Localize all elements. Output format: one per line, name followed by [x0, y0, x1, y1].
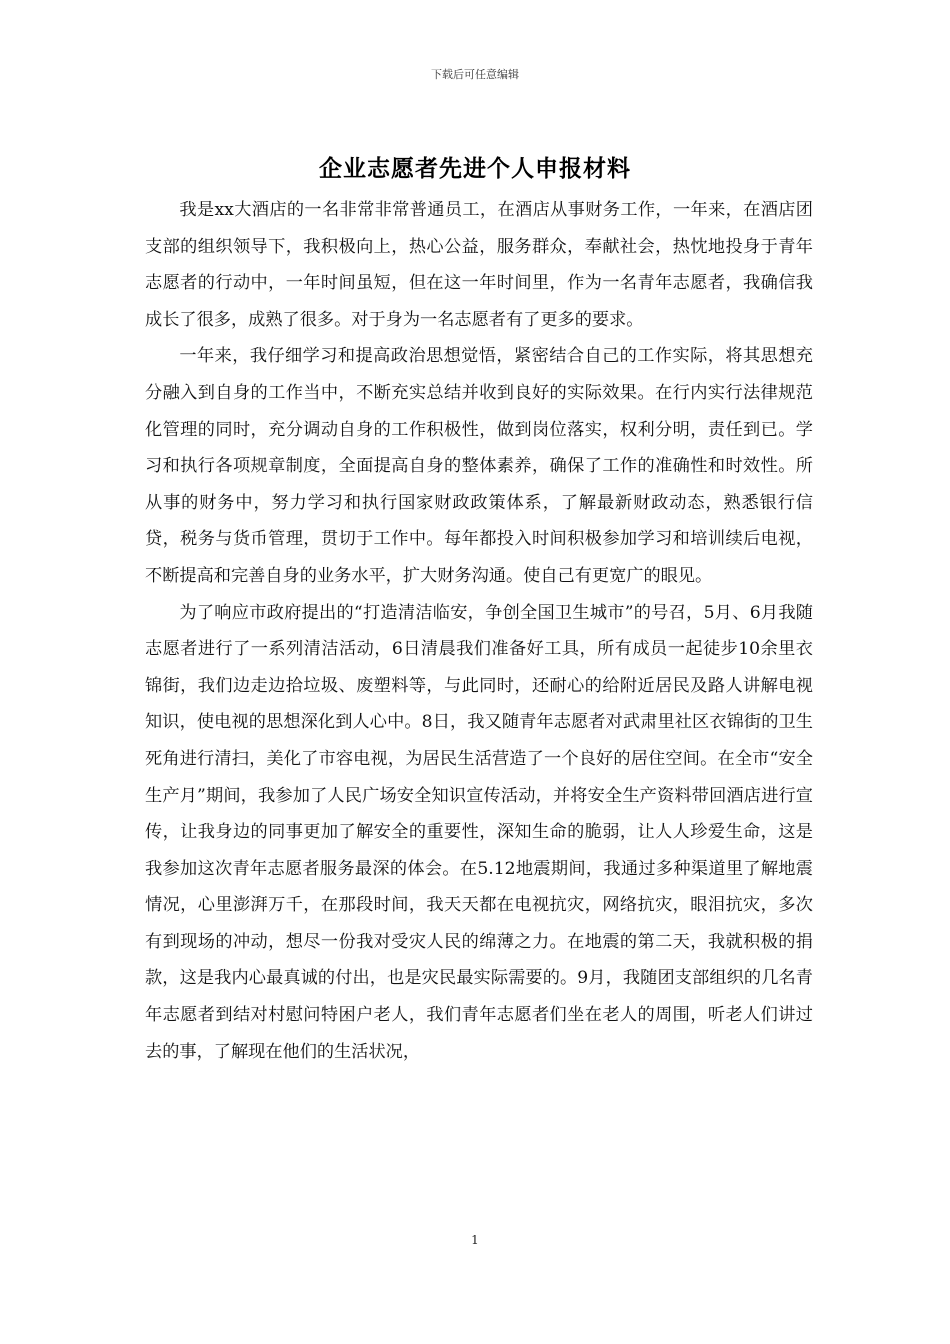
document-body	[145, 192, 813, 1070]
page-number: 1	[471, 1233, 479, 1247]
paragraph-2: 一年来，我仔细学习和提高政治思想觉悟，紧密结合自己的工作实际，将其思想充分融入到自身的工作当中，不断充实总结并收到良好的实际效果。在行内实行法律规范化管理的同时，充分调动自身的工作积极性，做到岗位落实，权利分明，责任到已。学习和执行各项规章制度，全面提高自身的整体素养，确保了工作的准确性和时效性。所从事的财务中，努力学习和执行国家财政政策体系，了解最新财政动态，熟悉银行信贷，税务与货币管理，贯切于工作中。每年都投入时间积极参加学习和培训续后电视，不断提高和完善自身的业务水平，扩大财务沟通。使自己有更宽广的眼见。	[145, 346, 813, 586]
document-title: 企业志愿者先进个人申报材料	[319, 156, 631, 182]
paragraph-1: 我是xx大酒店的一名非常非常普通员工，在酒店从事财务工作，一年来，在酒店团支部的组织领导下，我积极向上，热心公益，服务群众，奉献社会，热忱地投身于青年志愿者的行动中，一年时间虽短，但在这一年时间里，作为一名青年志愿者，我确信我成长了很多，成熟了很多。对于身为一名志愿者有了更多的要求。	[145, 200, 813, 330]
header-note: 下载后可任意编辑	[431, 68, 519, 81]
paragraph-3: 为了响应市政府提出的“打造清洁临安，争创全国卫生城市”的号召，5月、6月我随志愿者进行了一系列清洁活动，6日清晨我们准备好工具，所有成员一起徒步10余里衣锦街，我们边走边拾垃圾、废塑料等，与此同时，还耐心的给附近居民及路人讲解电视知识，使电视的思想深化到人心中。8日，我又随青年志愿者对武肃里社区衣锦街的卫生死角进行清扫，美化了市容电视，为居民生活营造了一个良好的居住空间。在全市“安全生产月”期间，我参加了人民广场安全知识宣传活动，并将安全生产资料带回酒店进行宣传，让我身边的同事更加了解安全的重要性，深知生命的脆弱，让人人珍爱生命，这是我参加这次青年志愿者服务最深的体会。在5.12地震期间，我通过多种渠道里了解地震情况，心里澎湃万千，在那段时间，我天天都在电视抗灾，网络抗灾，眼泪抗灾，多次有到现场的冲动，想尽一份我对受灾人民的绵薄之力。在地震的第二天，我就积极的捐款，这是我内心最真诚的付出，也是灾民最实际需要的。9月，我随团支部组织的几名青年志愿者到结对村慰问特困户老人，我们青年志愿者们坐在老人的周围，听老人们讲过去的事，了解现在他们的生活状况，	[145, 602, 813, 1062]
